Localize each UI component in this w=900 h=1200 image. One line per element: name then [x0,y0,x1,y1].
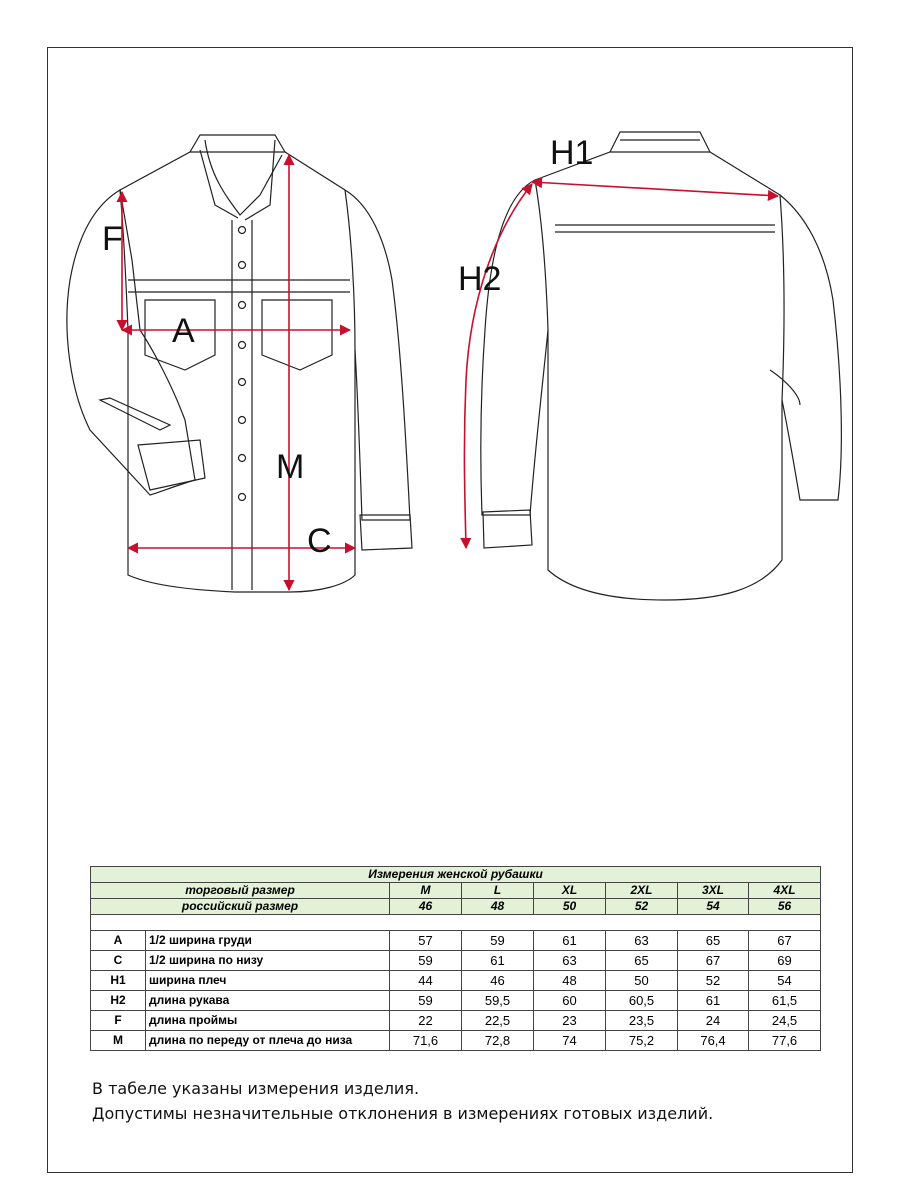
table-title: Измерения женской рубашки [91,867,821,883]
row-value: 46 [462,971,534,991]
row-code: C [91,951,146,971]
shirt-back-view [481,132,842,600]
trade-size: 4XL [749,883,821,899]
row-value: 24,5 [749,1011,821,1031]
label-M: M [276,448,305,486]
russian-size: 46 [390,899,462,915]
russian-size: 52 [606,899,678,915]
row-value: 59 [462,931,534,951]
row-value: 77,6 [749,1031,821,1051]
russian-size-row [91,899,821,915]
row-value: 75,2 [606,1031,678,1051]
row-value: 59 [390,991,462,1011]
table-row [91,991,821,1011]
row-value: 61 [462,951,534,971]
row-name: длина проймы [146,1011,390,1031]
russian-size-label: российский размер [91,899,390,915]
row-value: 63 [534,951,606,971]
shirt-front-view [67,135,412,592]
note-line-2: Допустимы незначительные отклонения в измерениях готовых изделий. [92,1104,714,1123]
table-row [91,1011,821,1031]
trade-size-row [91,883,821,899]
arrow-H1 [532,182,778,196]
row-value: 44 [390,971,462,991]
row-value: 50 [606,971,678,991]
table-row [91,1031,821,1051]
russian-size: 48 [462,899,534,915]
russian-size: 54 [678,899,749,915]
label-H1: H1 [550,134,594,172]
row-value: 22,5 [462,1011,534,1031]
table-row [91,951,821,971]
row-value: 54 [749,971,821,991]
row-value: 60,5 [606,991,678,1011]
row-name: ширина плеч [146,971,390,991]
row-value: 65 [606,951,678,971]
label-A: A [172,312,195,350]
row-value: 57 [390,931,462,951]
row-code: F [91,1011,146,1031]
row-value: 67 [678,951,749,971]
row-name: длина рукава [146,991,390,1011]
trade-size: L [462,883,534,899]
trade-size-label: торговый размер [91,883,390,899]
row-value: 74 [534,1031,606,1051]
row-value: 24 [678,1011,749,1031]
table-row [91,931,821,951]
row-value: 48 [534,971,606,991]
row-value: 65 [678,931,749,951]
row-value: 23,5 [606,1011,678,1031]
row-value: 22 [390,1011,462,1031]
label-H2: H2 [458,260,502,298]
label-C: C [307,522,332,560]
row-value: 23 [534,1011,606,1031]
row-code: A [91,931,146,951]
row-value: 72,8 [462,1031,534,1051]
row-value: 61 [534,931,606,951]
row-value: 59,5 [462,991,534,1011]
note-line-1: В табеле указаны измерения изделия. [92,1079,420,1098]
row-value: 61 [678,991,749,1011]
measurement-arrows [122,155,778,590]
russian-size: 56 [749,899,821,915]
row-code: M [91,1031,146,1051]
row-code: H1 [91,971,146,991]
row-value: 71,6 [390,1031,462,1051]
row-value: 59 [390,951,462,971]
row-value: 76,4 [678,1031,749,1051]
row-code: H2 [91,991,146,1011]
trade-size: 3XL [678,883,749,899]
trade-size: 2XL [606,883,678,899]
label-F: F [102,220,123,258]
trade-size: M [390,883,462,899]
row-value: 67 [749,931,821,951]
row-name: длина по переду от плеча до низа [146,1031,390,1051]
row-value: 60 [534,991,606,1011]
row-value: 63 [606,931,678,951]
row-name: 1/2 ширина по низу [146,951,390,971]
row-value: 69 [749,951,821,971]
row-name: 1/2 ширина груди [146,931,390,951]
table-row [91,971,821,991]
row-value: 61,5 [749,991,821,1011]
trade-size: XL [534,883,606,899]
row-value: 52 [678,971,749,991]
arrow-H2 [464,184,532,548]
russian-size: 50 [534,899,606,915]
size-table [90,866,821,1051]
spacer-row [91,915,821,931]
